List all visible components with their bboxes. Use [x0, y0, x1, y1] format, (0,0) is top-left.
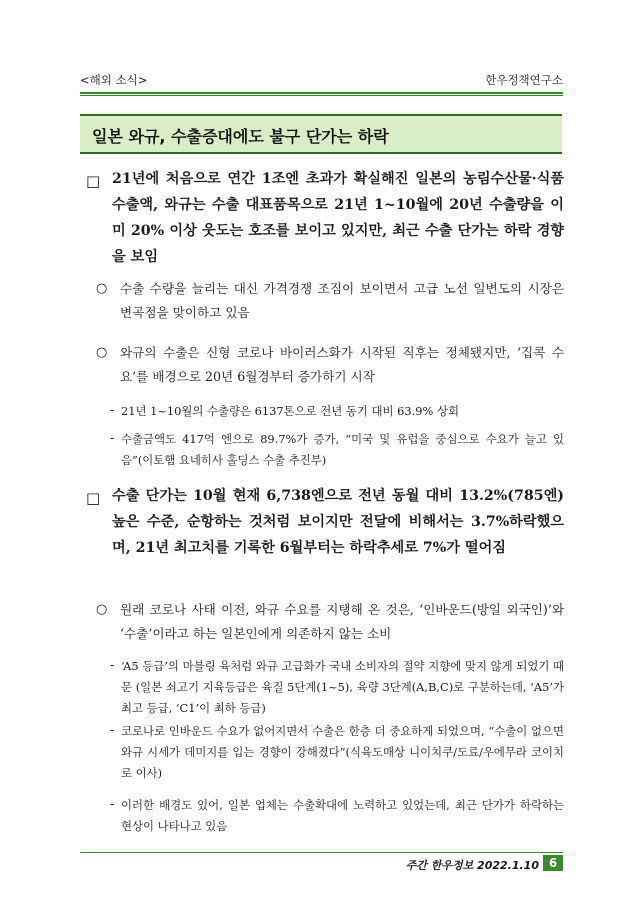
dash-bullet-icon: -: [110, 797, 115, 811]
footer-rule: [80, 852, 563, 853]
section2-main: 수출 단가는 10월 현재 6,738엔으로 전년 동월 대비 13.2%(785엔) 높은 수준, 순항하는 것처럼 보이지만 전달에 비해서는 3.7%하락했으며, 21년 최고치를 기록한 6월부터는 하락추세로 7%가 떨어짐: [112, 488, 564, 556]
section1-main: 21년에 처음으로 연간 1조엔 초과가 확실해진 일본의 농림수산물·식품 수출액, 와규는 수출 대표품목으로 21년 1~10월에 20년 수출량을 이미 20% 이상 웃도는 호조를 보이고 있지만, 최근 수출 단가는 하락 경향을 보임: [112, 171, 564, 265]
header-rule: [80, 92, 563, 94]
circle-bullet-icon: ○: [96, 602, 108, 617]
section2-sub1: 원래 코로나 사태 이전, 와규 수요를 지탱해 온 것은, ‘인바운드(방일 외국인)’와 ‘수출’이라고 하는 일본인에게 의존하지 않는 소비: [120, 602, 564, 641]
section1-sub1: 수출 수량을 늘리는 대신 가격경쟁 조짐이 보이면서 고급 노선 일변도의 시장은 변곡점을 맞이하고 있음: [120, 281, 564, 320]
header-rule-thin: [80, 95, 563, 96]
organization-name: 한우정책연구소: [485, 73, 563, 87]
dash-bullet-icon: -: [110, 403, 115, 417]
section2-dash1: ‘A5 등급’의 마블링 육처럼 와규 고급화가 국내 소비자의 절약 지향에 맞지 않게 되었기 때문 (일본 쇠고기 지육등급은 육질 5단계(1~5), 육량 3단계(A,B,C)로 구분하는데, ‘A5’가 최고 등급, ‘C1’이 최하 등급): [121, 659, 564, 715]
dash-bullet-icon: -: [110, 723, 115, 737]
page-title: 일본 와규, 수출증대에도 불구 단가는 하락: [92, 127, 389, 146]
section2-dash3: 이러한 배경도 있어, 일본 업체는 수출확대에 노력하고 있었는데, 최근 단가가 하락하는 현상이 나타나고 있음: [121, 798, 564, 833]
circle-bullet-icon: ○: [96, 281, 108, 296]
dash-bullet-icon: -: [110, 658, 115, 672]
section-label: <해외 소식>: [80, 73, 148, 87]
square-bullet-icon: □: [86, 172, 101, 190]
section1-dash2: 수출금액도 417억 엔으로 89.7%가 증가, “미국 및 유럽을 중심으로 수요가 늘고 있음”(이토햄 요네히사 홀딩스 수출 추진부): [121, 432, 564, 467]
page-number: 6: [543, 855, 563, 871]
circle-bullet-icon: ○: [96, 345, 108, 360]
section2-dash2: 코로나로 인바운드 수요가 없어지면서 수출은 한층 더 중요하게 되었으며, “수출이 없으면 와규 시세가 데미지를 입는 경향이 강해졌다”(식육도매상 니이치쿠/도료/우에무라 코이치로 이사): [121, 724, 564, 780]
page-header: [80, 72, 563, 90]
square-bullet-icon: □: [86, 489, 101, 507]
dash-bullet-icon: -: [110, 431, 115, 445]
title-box: [80, 114, 562, 154]
section1-sub2: 와규의 수출은 신형 코로나 바이러스화가 시작된 직후는 정체됐지만, ‘집콕 수요’를 배경으로 20년 6월경부터 증가하기 시작: [120, 345, 564, 384]
publication-info: 주간 한우정보 2022.1.10: [405, 859, 539, 872]
section1-dash1: 21년 1~10월의 수출량은 6137톤으로 전년 동기 대비 63.9% 상회: [121, 404, 459, 418]
